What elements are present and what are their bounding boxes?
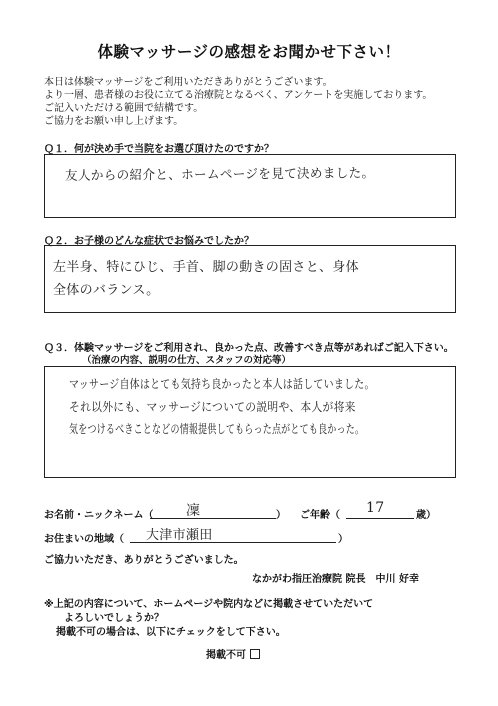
intro-line-3: ご記入いただける範囲で結構です。: [44, 103, 204, 114]
q1-answer: 友人からの紹介と、ホームページを見て決めました。: [64, 166, 375, 184]
opt-out-label: 掲載不可: [206, 650, 246, 661]
age-value: 17: [366, 500, 385, 516]
q3-answer-line-3: 気をつけるべきことなどの情報提供してもらった点がとても良かった。: [69, 422, 365, 436]
notice-line-2: よろしいでしょうか？: [64, 613, 164, 624]
notice-line-3: 掲載不可の場合は、以下にチェックをして下さい。: [56, 627, 286, 638]
name-label: お名前・ニックネーム（: [44, 510, 154, 521]
thanks-text: ご協力いただき、ありがとうございました。: [44, 555, 244, 566]
age-label: ご年齢（: [300, 510, 340, 521]
q3-answer-line-2: それ以外にも、マッサージについての説明や、本人が将来: [69, 400, 356, 414]
q2-answer-line-1: 左半身、特にひじ、手首、脚の動きの固さと、身体: [53, 260, 359, 275]
area-field[interactable]: [130, 524, 336, 543]
notice-line-1: ※上記の内容について、ホームページや院内などに掲載させていただいて: [44, 599, 374, 610]
q2-question: Ｑ２．お子様のどんな症状でお悩みでしたか？: [44, 236, 254, 247]
q1-question: Ｑ１．何が決め手で当院をお選び頂けたのですか？: [44, 144, 274, 155]
opt-out-checkbox[interactable]: [250, 649, 260, 659]
q2-answer-box[interactable]: [44, 245, 456, 313]
q3-subnote: （治療の内容、説明の仕方、スタッフの対応等）: [82, 355, 292, 366]
name-close: ）: [276, 510, 286, 521]
clinic-signature: なかがわ指圧治療院 院長 中川 好幸: [252, 574, 419, 585]
q3-answer-line-1: マッサージ自体はとても気持ち良かったと本人は話していました。: [69, 377, 375, 391]
area-label: お住まいの地域（: [44, 534, 124, 545]
area-close: ）: [338, 534, 348, 545]
intro-line-4: ご協力をお願い申し上げます。: [44, 116, 184, 127]
q1-answer-box[interactable]: [44, 154, 456, 218]
area-value: 大津市瀬田: [146, 528, 213, 543]
name-value: 凜: [186, 503, 201, 519]
intro-line-1: 本日は体験マッサージをご利用いただきありがとうございます。: [44, 77, 333, 88]
q3-answer-box[interactable]: [44, 366, 456, 478]
age-field[interactable]: [346, 500, 414, 519]
age-unit: 歳）: [416, 510, 436, 521]
q2-answer-line-2: 全体のバランス。: [53, 283, 160, 298]
intro-line-2: より一層、患者様のお役に立てる治療院となるべく、アンケートを実施しております。: [44, 90, 433, 101]
q3-question: Ｑ３．体験マッサージをご利用され、良かった点、改善すべき点等があればご記入下さい。: [44, 343, 454, 354]
page-title: 体験マッサージの感想をお聞かせ下さい！: [97, 43, 401, 61]
opt-out-row: [206, 646, 260, 661]
name-field[interactable]: [150, 500, 276, 519]
